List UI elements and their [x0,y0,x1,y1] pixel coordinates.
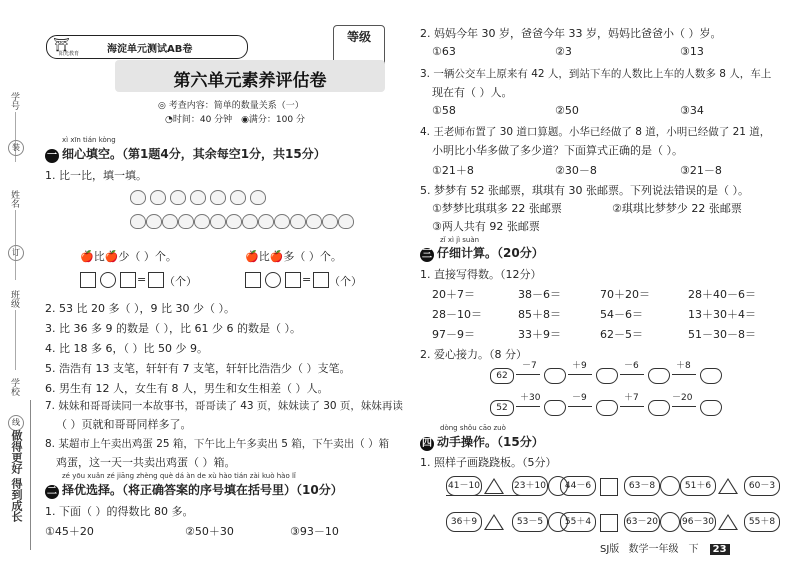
answer-box[interactable] [120,272,136,288]
apple-icon [338,214,354,229]
mc-question-2: 2. 妈妈今年 30 岁，爸爸今年 33 岁，妈妈比爸爸小（ ）岁。 [420,27,722,40]
score-text: 满分：100 分 [248,115,305,125]
seesaw-item: 96－30 [680,512,716,532]
triangle-icon [484,478,504,494]
arrow [516,406,540,407]
apple-small-icon: 🍎 [80,250,94,263]
page-number: 23 [710,544,730,555]
mc-option[interactable]: ①45＋20 [45,525,94,538]
mc-option[interactable]: ③两人共有 92 张邮票 [432,220,540,233]
apple-icon [226,214,242,229]
arrow [568,374,592,375]
section-1-text: 细心填空。（第1题4分，其余每空1分，共15分） [62,147,326,161]
page-footer [600,540,730,555]
section-2-heading [45,481,343,499]
arrow [620,374,644,375]
binding-circle: 线 [8,415,24,431]
operator-circle[interactable] [100,272,116,288]
fulcrum-square[interactable] [600,478,618,496]
seesaw-item: 63－8 [624,476,660,496]
mc-option[interactable]: ②50 [555,104,579,117]
calc-item[interactable]: 28－10＝ [432,308,482,321]
section-2-text: 择优选择。（将正确答案的序号填在括号里）（10分） [62,483,343,497]
mc-option[interactable]: ③34 [680,104,704,117]
mc-option[interactable]: ①58 [432,104,456,117]
mc-option[interactable]: ③13 [680,45,704,58]
relay-answer[interactable] [544,400,566,416]
mc-question-5: 5. 梦梦有 52 张邮票，琪琪有 30 张邮票。下列说法错误的是（ ）。 [420,184,749,197]
question-7a: 7. 妹妹和哥哥读同一本故事书，哥哥读了 43 页，妹妹读了 30 页，妹妹再读 [45,400,403,412]
apple-icon [230,190,246,205]
clock-icon: ◔ [165,115,173,125]
section-number: 三 [422,249,432,260]
section-3-pinyin: zǐ xì jì suàn [440,236,480,244]
apple-icon [162,214,178,229]
section-3-heading [420,244,544,262]
binding-sidebar [0,0,34,568]
section-number: 四 [422,438,432,449]
mc-option[interactable]: ③93－10 [290,525,339,538]
school-label: 学校 [9,378,19,396]
relay-answer[interactable] [700,400,722,416]
apple-small-icon: 🍎 [104,250,119,263]
mc-option[interactable]: ①21＋8 [432,164,474,177]
seesaw-item: 55＋4 [560,512,596,532]
relay-question: 2. 爱心接力。（8 分） [420,348,527,361]
section-4-heading [420,433,544,451]
seesaw-item: 51＋6 [680,476,716,496]
binding-circle: 订 [8,245,24,261]
mc-option[interactable]: ②50＋30 [185,525,234,538]
content-text: 考查内容：简单的数量关系（一） [168,101,304,111]
seesaw-item: 63－20 [624,512,660,532]
apple-icon [170,190,186,205]
fulcrum-square[interactable] [600,514,618,532]
question-8b: 鸡蛋，这一天一共卖出鸡蛋（ ）箱。 [56,456,236,469]
calc-item[interactable]: 28＋40－6＝ [688,288,756,301]
unit-label: （个） [329,275,362,288]
edition-label: SJ版 [600,544,620,555]
mc-option[interactable]: ②琪琪比梦梦少 22 张邮票 [612,202,742,215]
answer-box[interactable] [285,272,301,288]
relay-op: ＋9 [572,361,587,371]
calc-item[interactable]: 62－5＝ [600,328,643,341]
equals-sign: = [137,273,147,286]
mc-option[interactable]: ②3 [555,45,572,58]
relay-op: －6 [624,361,639,371]
calc-item[interactable]: 85＋8＝ [518,308,561,321]
divider [15,310,16,370]
section-1-pinyin: xì xīn tián kòng [62,136,116,144]
arrow [516,374,540,375]
motto-text: 做得更好 得到成长 [10,430,23,522]
section-number: 一 [47,150,57,161]
question-6: 6. 男生有 12 人，女生有 8 人，男生和女生相差（ ）人。 [45,382,329,395]
question-8a: 8. 某超市上午卖出鸡蛋 25 箱，下午比上午多卖出 5 箱，下午卖出（ ）箱 [45,438,390,450]
series-title: 海淀单元测试AB卷 [107,44,193,55]
relay-op: ＋30 [520,393,541,403]
series-banner [46,35,248,59]
relay-start: 62 [490,368,514,384]
section-1-heading [45,145,326,163]
mc-option[interactable]: ①梦梦比琪琪多 22 张邮票 [432,202,562,215]
mc-question-1: 1. 下面（ ）的得数比 80 多。 [45,505,194,518]
calc-item[interactable]: 54－6＝ [600,308,643,321]
apple-icon [130,190,146,205]
binding-circle: 装 [8,140,24,156]
apple-icon [178,214,194,229]
seesaw-item: 36＋9 [446,512,482,532]
apple-small-icon: 🍎 [245,250,259,263]
arrow [568,406,592,407]
page-title: 第六单元素养评估卷 [173,71,327,91]
relay-answer[interactable] [544,368,566,384]
section-4-text: 动手操作。（15分） [437,435,544,449]
seesaw-item: 41－10 [446,476,482,496]
triangle-icon [718,478,738,494]
question-3: 3. 比 36 多 9 的数是（ ），比 61 少 6 的数是（ ）。 [45,322,301,335]
mc-option[interactable]: ③21－8 [680,164,722,177]
calc-item[interactable]: 70＋20＝ [600,288,650,301]
seesaw-item: 23＋10 [512,476,548,496]
apple-icon [322,214,338,229]
calc-item[interactable]: 97－9＝ [432,328,475,341]
answer-box[interactable] [80,272,96,288]
answer-box[interactable] [313,272,329,288]
title-banner [115,60,385,92]
watermelon-icon [660,476,680,496]
arrow [620,406,644,407]
relay-answer[interactable] [700,368,722,384]
calc-item[interactable]: 51－30－8＝ [688,328,756,341]
calc-item[interactable]: 13＋30＋4＝ [688,308,756,321]
relay-op: －20 [672,393,693,403]
apple-small-icon: 🍎 [269,250,284,263]
class-label: 班级 [9,290,19,308]
check-icon: ◉ [241,115,249,125]
seesaw-item: 55＋8 [744,512,780,532]
equals-sign: = [302,273,312,286]
seesaw-item: 60－3 [744,476,780,496]
unit-label: （个） [164,275,197,288]
relay-op: ＋8 [676,361,691,371]
mc-option[interactable]: ②30－8 [555,164,597,177]
question-1: 1. 比一比，填一填。 [45,169,147,182]
name-label: 姓名 [9,190,19,208]
publisher-label: 阳光教育 [59,51,80,57]
apple-icon [250,190,266,205]
apple-icon [130,214,146,229]
section-number: 二 [47,486,57,497]
time-text: 时间：40 分钟 [172,115,233,125]
seesaw-item: 44－6 [560,476,596,496]
apple-icon [146,214,162,229]
question-2: 2. 53 比 20 多（ ），9 比 30 少（ ）。 [45,302,235,315]
apple-icon [210,190,226,205]
apple-icon [274,214,290,229]
motto-box [2,400,31,550]
relay-answer[interactable] [648,368,670,384]
compare-more: 🍎比🍎多（ ）个。 [245,250,342,263]
exam-meta [165,112,305,125]
seesaw-item: 53－5 [512,512,548,532]
relay-answer[interactable] [596,368,618,384]
relay-op: －7 [522,361,537,371]
relay-answer[interactable] [596,400,618,416]
section-3-text: 仔细计算。（20分） [437,246,544,260]
grade-label: 等级 [346,30,371,44]
section-2-pinyin: zé yōu xuǎn zé jiāng zhèng què dá àn de xù hào tián zài kuò hào lǐ [62,472,296,480]
answer-box[interactable] [148,272,164,288]
apple-icon [190,190,206,205]
answer-box[interactable] [245,272,261,288]
apple-icon [290,214,306,229]
watermelon-icon [660,512,680,532]
mc-question-4b: 小明比小华多做了多少道？下面算式正确的是（ ）。 [432,144,683,157]
question-5: 5. 浩浩有 13 支笔，轩轩有 7 支笔，轩轩比浩浩少（ ）支笔。 [45,362,351,375]
calc-item[interactable]: 33＋9＝ [518,328,561,341]
operator-circle[interactable] [265,272,281,288]
arrow [672,374,696,375]
apple-icon [258,214,274,229]
question-4: 4. 比 18 多 6，（ ）比 50 少 9。 [45,342,208,355]
mc-question-3b: 现在有（ ）人。 [432,86,513,99]
apple-icon [306,214,322,229]
calc-question: 1. 直接写得数。（12分） [420,268,542,281]
relay-op: －9 [572,393,587,403]
apple-icon [150,190,166,205]
exam-content [158,98,304,111]
relay-answer[interactable] [648,400,670,416]
triangle-icon [718,514,738,530]
student-number-label: 学号 [9,92,19,110]
mc-question-3a: 3. 一辆公交车上原来有 42 人，到站下车的人数比上车的人数多 8 人，车上 [420,68,772,80]
arrow [672,406,696,407]
mc-question-4a: 4. 王老师布置了 30 道口算题。小华已经做了 8 道，小明已经做了 21 道， [420,126,771,138]
building-icon: ⛩ [53,38,70,53]
relay-op: ＋7 [624,393,639,403]
calc-item[interactable]: 38－6＝ [518,288,561,301]
apple-icon [210,214,226,229]
section-4-pinyin: dòng shǒu cāo zuò [440,424,506,432]
apple-icon [194,214,210,229]
question-7b: （ ）页就和哥哥同样多了。 [56,418,192,431]
compare-less: 🍎比🍎少（ ）个。 [80,250,177,263]
calc-item[interactable]: 20＋7＝ [432,288,475,301]
mc-option[interactable]: ①63 [432,45,456,58]
relay-start: 52 [490,400,514,416]
book-label: 数学一年级 下 [628,544,699,555]
apple-icon [242,214,258,229]
search-icon: ◎ [158,101,166,111]
draw-question: 1. 照样子画跷跷板。（5分） [420,456,557,469]
triangle-icon [484,514,504,530]
